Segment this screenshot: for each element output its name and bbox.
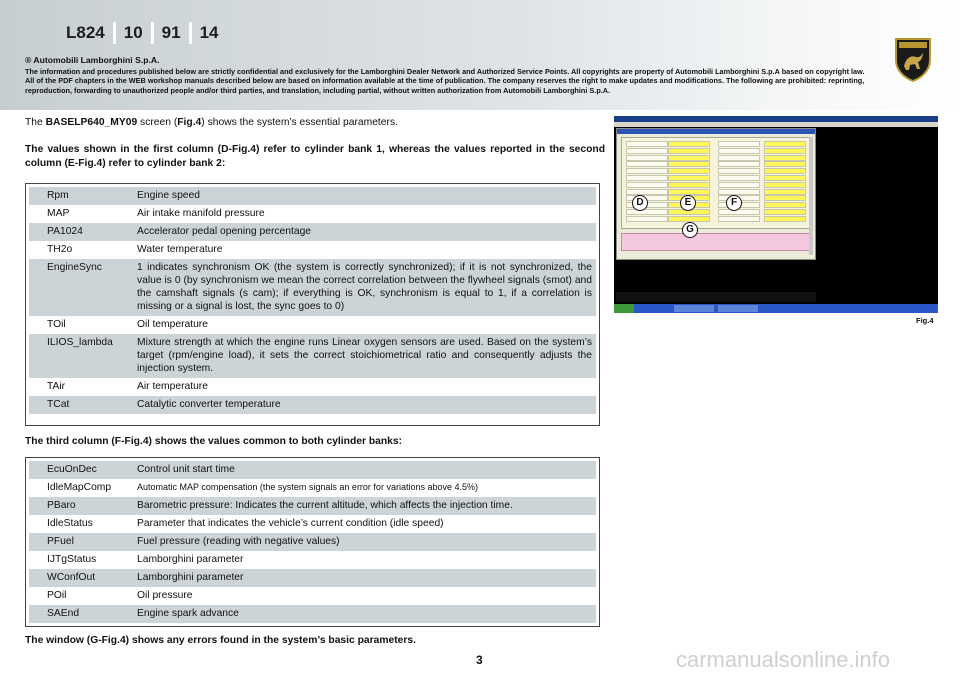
screenshot-value-cell: [626, 155, 668, 161]
table-row: [29, 515, 596, 533]
screenshot-error-window: [621, 233, 811, 251]
screenshot-value-cell: [764, 168, 806, 174]
columns-paragraph: The values shown in the first column (D-Fig.4) refer to cylinder bank 1, whereas the values reported in the second column (E-Fig.4) refer to cylinder bank 2:: [25, 144, 605, 169]
parameter-description: Automatic MAP compensation (the system signals an error for variations above 4.5%): [137, 482, 478, 492]
screenshot-value-cell: [668, 182, 710, 188]
screenshot-value-cell: [668, 155, 710, 161]
parameter-description: 1 indicates synchronism OK (the system is correctly synchronized); if it is not synchronized, the value is 0 (by synchronism we mean the correct correlation between the flywheel signals (smot) and the camshaft signals (s cam); if everything is OK, synchronism is equal to 1, if a correlation is missing or a signal is lost, the sync goes to 0): [137, 262, 592, 312]
table-row: [29, 378, 596, 396]
intro-mid: screen (: [137, 117, 178, 128]
screenshot-window: [616, 128, 816, 260]
screenshot-value-cell: [626, 148, 668, 154]
window-paragraph: The window (G-Fig.4) shows any errors found in the system’s basic parameters.: [25, 635, 416, 646]
screenshot-value-cell: [718, 168, 760, 174]
code-section: 14: [199, 23, 219, 42]
parameter-description: Control unit start time: [137, 464, 235, 475]
document-codes: [58, 22, 227, 44]
table-row: [29, 187, 596, 205]
screenshot-start-button: [614, 304, 634, 313]
screenshot-taskbar: [614, 304, 938, 313]
parameter-name: PBaro: [47, 500, 76, 511]
marker-g: G: [682, 222, 698, 238]
screenshot-value-cell: [668, 141, 710, 147]
screenshot-value-cell: [764, 141, 806, 147]
table-row: [29, 569, 596, 587]
page-number: 3: [476, 653, 483, 667]
parameter-description: Accelerator pedal opening percentage: [137, 226, 312, 237]
screenshot-value-cell: [718, 216, 760, 222]
parameter-name: WConfOut: [47, 572, 96, 583]
screenshot-window-title: [617, 129, 815, 134]
table-row: [29, 497, 596, 515]
marker-f: F: [726, 195, 742, 211]
marker-d: D: [632, 195, 648, 211]
table-row: [29, 533, 596, 551]
screenshot-value-cell: [668, 148, 710, 154]
screenshot-value-cell: [764, 195, 806, 201]
parameter-name: IdleMapComp: [47, 482, 112, 493]
table-row: [29, 316, 596, 334]
screenshot-value-cell: [764, 202, 806, 208]
parameter-name: TH2o: [47, 244, 73, 255]
table-row: [29, 205, 596, 223]
parameter-description: Parameter that indicates the vehicle’s current condition (idle speed): [137, 518, 444, 529]
screenshot-value-cell: [626, 216, 668, 222]
lamborghini-logo-icon: [893, 36, 933, 82]
parameters-table-bank: [25, 183, 600, 426]
parameter-name: IJTgStatus: [47, 554, 97, 565]
parameter-name: EngineSync: [47, 262, 102, 273]
parameter-name: IdleStatus: [47, 518, 93, 529]
screenshot-value-cell: [626, 182, 668, 188]
code-subgroup: 91: [161, 23, 181, 42]
parameter-name: Rpm: [47, 190, 69, 201]
code-group: 10: [123, 23, 143, 42]
screenshot-parameter-panel: [621, 137, 811, 229]
screenshot-value-cell: [764, 189, 806, 195]
screenshot-value-cell: [718, 175, 760, 181]
screenshot-value-cell: [718, 141, 760, 147]
table-row: [29, 334, 596, 378]
screenshot-value-cell: [668, 161, 710, 167]
watermark: carmanualsonline.info: [676, 647, 891, 672]
code-model: L824: [66, 23, 105, 42]
parameter-name: POil: [47, 590, 67, 601]
screenshot-scrollbar: [809, 137, 813, 255]
parameter-description: Lamborghini parameter: [137, 572, 244, 583]
table-row: [29, 223, 596, 241]
parameter-name: ILIOS_lambda: [47, 337, 113, 348]
third-column-paragraph: The third column (F-Fig.4) shows the values common to both cylinder banks:: [25, 436, 403, 447]
screenshot-task-item: [674, 305, 714, 312]
screenshot-value-cell: [668, 175, 710, 181]
parameter-name: TOil: [47, 319, 66, 330]
screenshot-value-cell: [764, 216, 806, 222]
table-row: [29, 259, 596, 316]
intro-post: ) shows the system’s essential parameters.: [201, 117, 398, 128]
parameter-name: MAP: [47, 208, 70, 219]
screenshot-value-cell: [764, 161, 806, 167]
table-row: [29, 461, 596, 479]
table-row: [29, 551, 596, 569]
screenshot-value-cell: [626, 209, 668, 215]
parameter-name: PFuel: [47, 536, 74, 547]
table-row: [29, 396, 596, 414]
screenshot-value-cell: [764, 175, 806, 181]
company-name: ® Automobili Lamborghini S.p.A.: [25, 55, 160, 65]
screenshot-value-cell: [718, 161, 760, 167]
parameter-description: Catalytic converter temperature: [137, 399, 281, 410]
screenshot-value-cell: [626, 175, 668, 181]
parameter-name: EcuOnDec: [47, 464, 97, 475]
figure-caption: Fig.4: [916, 316, 934, 325]
parameter-description: Lamborghini parameter: [137, 554, 244, 565]
screenshot-value-cell: [764, 209, 806, 215]
intro-pre: The: [25, 117, 46, 128]
parameter-name: TCat: [47, 399, 70, 410]
screen-name: BASELP640_MY09: [45, 117, 138, 128]
legal-notice: [25, 56, 870, 95]
screenshot-value-cell: [626, 161, 668, 167]
parameter-description: Oil temperature: [137, 319, 208, 330]
table-row: [29, 241, 596, 259]
marker-e: E: [680, 195, 696, 211]
screenshot-value-cell: [718, 155, 760, 161]
screenshot-value-cell: [668, 216, 710, 222]
screenshot-value-cell: [626, 168, 668, 174]
parameter-description: Fuel pressure (reading with negative values): [137, 536, 340, 547]
screenshot-value-cell: [668, 189, 710, 195]
parameters-table-common: [25, 457, 600, 627]
table-row: [29, 605, 596, 623]
legal-text: The information and procedures published below are strictly confidential and exclusively for the Lamborghini Dealer Network and Authorized Service Points. All copyrights are property of Automobili Lamborghini S.p.A based on copyright law. All of the PDF chapters in the WEB workshop manuals described below are based on information available at the time of publication. The company reserves the right to make updates and modifications. The following are prohibited: reprinting, reproduction, forwarding to unauthorized people and/or third parties, and translation, including partial, without written authorization from Automobili Lamborghini S.p.A.: [25, 66, 865, 95]
fig-reference: Fig.4: [177, 117, 202, 128]
parameter-description: Engine speed: [137, 190, 200, 201]
parameter-name: PA1024: [47, 226, 83, 237]
screenshot-value-cell: [668, 168, 710, 174]
table-row: [29, 479, 596, 497]
parameter-description: Air temperature: [137, 381, 208, 392]
screenshot-value-cell: [718, 189, 760, 195]
screenshot-status-bar: [616, 292, 816, 302]
screenshot-value-cell: [718, 182, 760, 188]
screenshot-value-cell: [764, 182, 806, 188]
intro-paragraph: [25, 116, 605, 130]
screenshot-value-cell: [718, 209, 760, 215]
screenshot-value-cell: [626, 141, 668, 147]
parameter-description: Air intake manifold pressure: [137, 208, 265, 219]
parameter-description: Oil pressure: [137, 590, 193, 601]
screenshot-value-cell: [718, 148, 760, 154]
screenshot-value-cell: [626, 189, 668, 195]
table-row: [29, 587, 596, 605]
screenshot-value-cell: [764, 148, 806, 154]
parameter-description: Barometric pressure: Indicates the current altitude, which affects the injection time.: [137, 500, 513, 511]
parameter-description: Water temperature: [137, 244, 223, 255]
parameter-name: TAir: [47, 381, 66, 392]
parameter-name: SAEnd: [47, 608, 80, 619]
parameter-description: Engine spark advance: [137, 608, 239, 619]
screenshot-task-item: [718, 305, 758, 312]
diagnostic-screenshot: [614, 116, 938, 313]
parameter-description: Mixture strength at which the engine runs Linear oxygen sensors are used. Based on the system’s target (rpm/engine load), it sets the correct stoichiometrical ratio and consequently adjusts the injection system.: [137, 337, 592, 374]
screenshot-value-cell: [764, 155, 806, 161]
screenshot-menubar: [614, 122, 938, 127]
